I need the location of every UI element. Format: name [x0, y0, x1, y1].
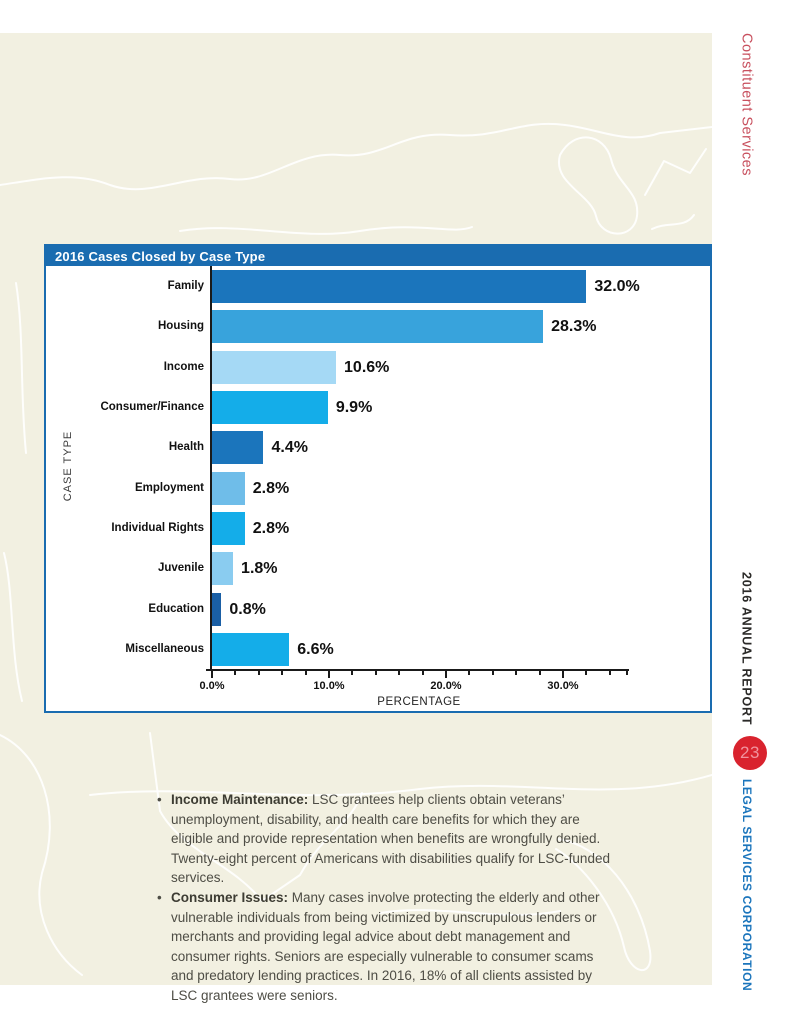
- value-label: 2.8%: [252, 520, 290, 538]
- page-number-badge: [733, 736, 767, 770]
- value-label: 4.4%: [271, 439, 308, 457]
- category-label: Income: [163, 360, 204, 373]
- x-tick-label: 20.0%: [430, 680, 462, 692]
- note-text: LSC grantees help clients obtain veterans’ unemployment, disability, and health care benefits for which they are eligible and provide representation when benefits are wrongfully denied. Twenty-eight percent of Americans with disabilities qualify for LSC-funded services.: [171, 792, 610, 886]
- minor-tick: [539, 671, 541, 675]
- category-label: Health: [168, 441, 204, 454]
- value-label: 10.6%: [344, 358, 390, 376]
- major-tick: [445, 671, 447, 678]
- cases-closed-chart-card: [44, 244, 712, 713]
- page-number: 23: [740, 743, 760, 762]
- major-tick: [328, 671, 330, 678]
- x-axis-title: PERCENTAGE: [377, 696, 461, 708]
- value-label: 1.8%: [241, 560, 278, 578]
- bullet-icon: •: [157, 889, 162, 905]
- x-axis-line: [206, 669, 629, 671]
- bar: [212, 391, 328, 424]
- bar: [212, 351, 336, 384]
- value-label: 6.6%: [297, 641, 334, 659]
- bar: [212, 552, 233, 585]
- value-label: 0.8%: [229, 600, 266, 618]
- major-tick: [562, 671, 564, 678]
- value-label: 32.0%: [594, 278, 640, 295]
- value-label: 28.3%: [551, 318, 597, 336]
- category-label: Juvenile: [157, 562, 204, 575]
- category-label: Education: [148, 602, 204, 615]
- minor-tick: [234, 671, 236, 675]
- x-tick-label: 30.0%: [547, 680, 579, 692]
- chart-title: 2016 Cases Closed by Case Type: [55, 248, 266, 264]
- minor-tick: [468, 671, 470, 675]
- y-axis-line: [210, 266, 212, 671]
- note-text: Many cases involve protecting the elderly and other vulnerable individuals from being victimized by unscrupulous lenders or merchants and providing legal advice about debt management and consumer rights. Seniors are especially vulnerable to consumer scams and predatory lending practices. In 2016, 18% of all clients assisted by LSC grantees were seniors.: [171, 889, 600, 1003]
- minor-tick: [609, 671, 611, 675]
- note-consumer-issues: [157, 888, 619, 1006]
- bar: [212, 512, 245, 545]
- bar: [212, 593, 221, 626]
- constituent-services-label: Constituent Services: [738, 33, 755, 176]
- minor-tick: [515, 671, 517, 675]
- minor-tick: [626, 671, 628, 675]
- bar: [212, 310, 543, 343]
- minor-tick: [351, 671, 353, 675]
- minor-tick: [281, 671, 283, 675]
- minor-tick: [492, 671, 494, 675]
- note-income-maintenance: [157, 790, 619, 888]
- major-tick: [211, 671, 213, 678]
- category-label: Miscellaneous: [125, 643, 204, 656]
- x-tick-label: 10.0%: [313, 680, 345, 692]
- bar: [212, 431, 263, 464]
- notes-section: [157, 790, 619, 1006]
- note-text-wrap: [171, 888, 619, 1006]
- category-label: Housing: [158, 320, 204, 333]
- category-label: Employment: [134, 481, 204, 494]
- x-tick-label: 0.0%: [199, 680, 225, 692]
- note-text-wrap: [171, 790, 619, 888]
- value-label: 2.8%: [252, 479, 290, 497]
- category-label: Family: [167, 280, 204, 292]
- bullet-icon: •: [157, 792, 162, 807]
- category-label: Individual Rights: [111, 522, 204, 535]
- minor-tick: [585, 671, 587, 675]
- minor-tick: [375, 671, 377, 675]
- category-label: Consumer/Finance: [100, 401, 204, 414]
- minor-tick: [305, 671, 307, 675]
- bar: [212, 472, 245, 505]
- minor-tick: [258, 671, 260, 675]
- value-label: 9.9%: [335, 399, 373, 417]
- org-name-label: LEGAL SERVICES CORPORATION: [740, 779, 754, 992]
- note-lead: Consumer Issues:: [171, 889, 289, 905]
- chart-plot: [46, 266, 710, 711]
- bar: [212, 633, 289, 666]
- minor-tick: [422, 671, 424, 675]
- minor-tick: [398, 671, 400, 675]
- y-axis-title: CASE TYPE: [62, 430, 74, 502]
- bar: [212, 270, 586, 303]
- note-lead: Income Maintenance:: [171, 792, 309, 807]
- annual-report-label: 2016 ANNUAL REPORT: [739, 572, 754, 726]
- chart-title-bar: [46, 246, 710, 266]
